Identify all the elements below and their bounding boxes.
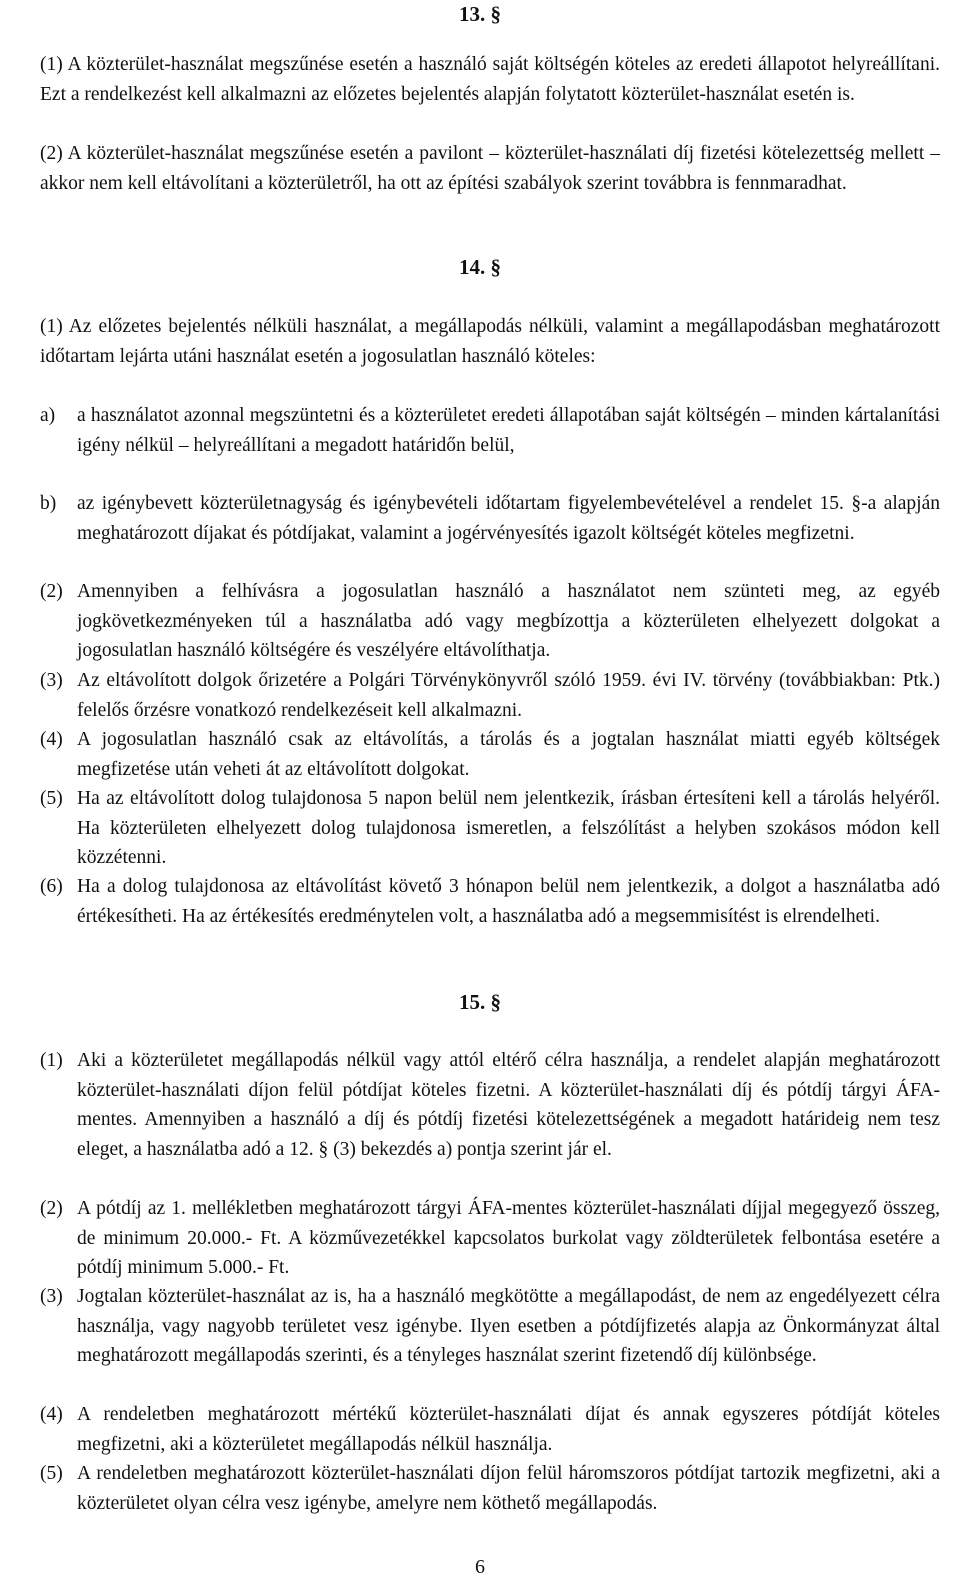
paragraph-number: (6) [40,876,63,897]
section-14-item-a [40,401,940,460]
section-13-paragraph-2: (2) A közterület-használat megszűnése esetén a pavilont – közterület-használati díj fizetési kötelezettség mellett – akkor nem kell eltávolítani a közterületről, ha ott az építési szabályok szerint továbbra is fennmaradhat. [40,143,940,194]
item-text: a használatot azonnal megszüntetni és a közterületet eredeti állapotában saját költségén – minden kártalanítási igény nélkül – helyreállítani a megadott határidőn belül, [77,405,940,456]
section-15-paragraph-4 [40,1400,940,1459]
section-14-paragraph-1: (1) Az előzetes bejelentés nélküli használat, a megállapodás nélküli, valamint a megállapodásban meghatározott időtartam lejárta utáni használat esetén a jogosulatlan használó köteles: [40,316,940,367]
section-15-paragraph-2 [40,1194,940,1283]
item-text: az igénybevett közterületnagyság és igénybevételi időtartam figyelembevételével a rendelet 15. §-a alapján meghatározott díjakat és pótdíjakat, valamint a jogérvényesítés igazolt költségét köteles megfizetni. [77,493,940,544]
paragraph-text: Ha a dolog tulajdonosa az eltávolítást követő 3 hónapon belül nem jelentkezik, a dolgot a használatba adó értékesítheti. Ha az értékesítés eredménytelen volt, a használatba adó a megsemmisítést is elrendelheti. [77,876,940,927]
section-14-paragraph-4 [40,725,940,784]
paragraph-text: Ha az eltávolított dolog tulajdonosa 5 napon belül nem jelentkezik, írásban értesíteni kell a tárolás helyéről. Ha közterületen elhelyezett dolog tulajdonosa ismeretlen, a felszólítást a helyben szokásos módon kell közzétenni. [77,788,940,869]
item-label: a) [40,405,56,426]
paragraph-text: Az eltávolított dolgok őrizetére a Polgári Törvénykönyvről szóló 1959. évi IV. törvény (továbbiakban: Ptk.) felelős őrzésre vonatkozó rendelkezéseit kell alkalmazni. [77,670,940,721]
paragraph-number: (3) [40,1286,63,1307]
paragraph-text: Amennyiben a felhívásra a jogosulatlan használó a használatot nem szünteti meg, az egyéb jogkövetkezményeken túl a használatba adó vagy megbízottja a közterületen elhelyezett dolgokat a jogosulatlan használó költségére és veszélyére eltávolíthatja. [77,581,940,662]
paragraph-text: A rendeletben meghatározott mértékű közterület-használati díjat és annak egyszeres pótdíját köteles megfizetni, aki a közterületet megállapodás nélkül használja. [77,1404,940,1455]
paragraph-text: A rendeletben meghatározott közterület-használati díjon felül háromszoros pótdíjat tartozik megfizetni, aki a közterületet olyan célra vesz igénybe, amelyre nem köthető megállapodás. [77,1463,940,1514]
section-15-paragraph-5 [40,1459,940,1518]
item-label: b) [40,493,57,514]
section-13-heading: 13. § [459,2,501,26]
paragraph-number: (4) [40,729,63,750]
paragraph-number: (2) [40,1198,63,1219]
section-14-paragraph-2 [40,577,940,666]
section-14-paragraph-3 [40,666,940,725]
section-14-paragraph-5 [40,784,940,873]
section-14-paragraph-6 [40,872,940,931]
paragraph-number: (1) [40,1050,63,1071]
paragraph-number: (2) [40,581,63,602]
paragraph-number: (5) [40,1463,63,1484]
paragraph-text: Aki a közterületet megállapodás nélkül vagy attól eltérő célra használja, a rendelet alapján meghatározott közterület-használati díjon felül pótdíjat köteles fizetni. A közterület-használati díj és pótdíj tárgyi ÁFA-mentes. Amennyiben a használó a díj és pótdíj fizetési kötelezettségének a megadott határideig nem tesz eleget, a használatba adó a 12. § (3) bekezdés a) pontja szerint jár el. [77,1050,940,1160]
paragraph-text: Jogtalan közterület-használat az is, ha a használó megkötötte a megállapodást, de nem az engedélyezett célra használja, vagy nagyobb területet vesz igénybe. Ilyen esetben a pótdíjfizetés alapja az Önkormányzat által meghatározott megállapodás szerinti, és a tényleges használat szerint fizetendő díj különbsége. [77,1286,940,1367]
section-15-heading: 15. § [459,990,501,1014]
section-13-paragraph-1: (1) A közterület-használat megszűnése esetén a használó saját költségén köteles az eredeti állapotot helyreállítani. Ezt a rendelkezést kell alkalmazni az előzetes bejelentés alapján folytatott közterület-használat esetén is. [40,54,940,105]
paragraph-text: A jogosulatlan használó csak az eltávolítás, a tárolás és a jogtalan használat miatti egyéb költségek megfizetése után veheti át az eltávolított dolgokat. [77,729,940,780]
section-14-heading: 14. § [459,255,501,279]
paragraph-number: (3) [40,670,63,691]
section-14-item-b [40,489,940,548]
paragraph-text: A pótdíj az 1. mellékletben meghatározott tárgyi ÁFA-mentes közterület-használati díjjal megegyező összeg, de minimum 20.000.- Ft. A közművezetékkel kapcsolatos burkolat vagy zöldterületek felbontása esetére a pótdíj minimum 5.000.- Ft. [77,1198,940,1279]
paragraph-number: (5) [40,788,63,809]
paragraph-number: (4) [40,1404,63,1425]
section-15-paragraph-3 [40,1282,940,1371]
section-15-paragraph-1 [40,1046,940,1164]
page-number: 6 [475,1556,485,1578]
